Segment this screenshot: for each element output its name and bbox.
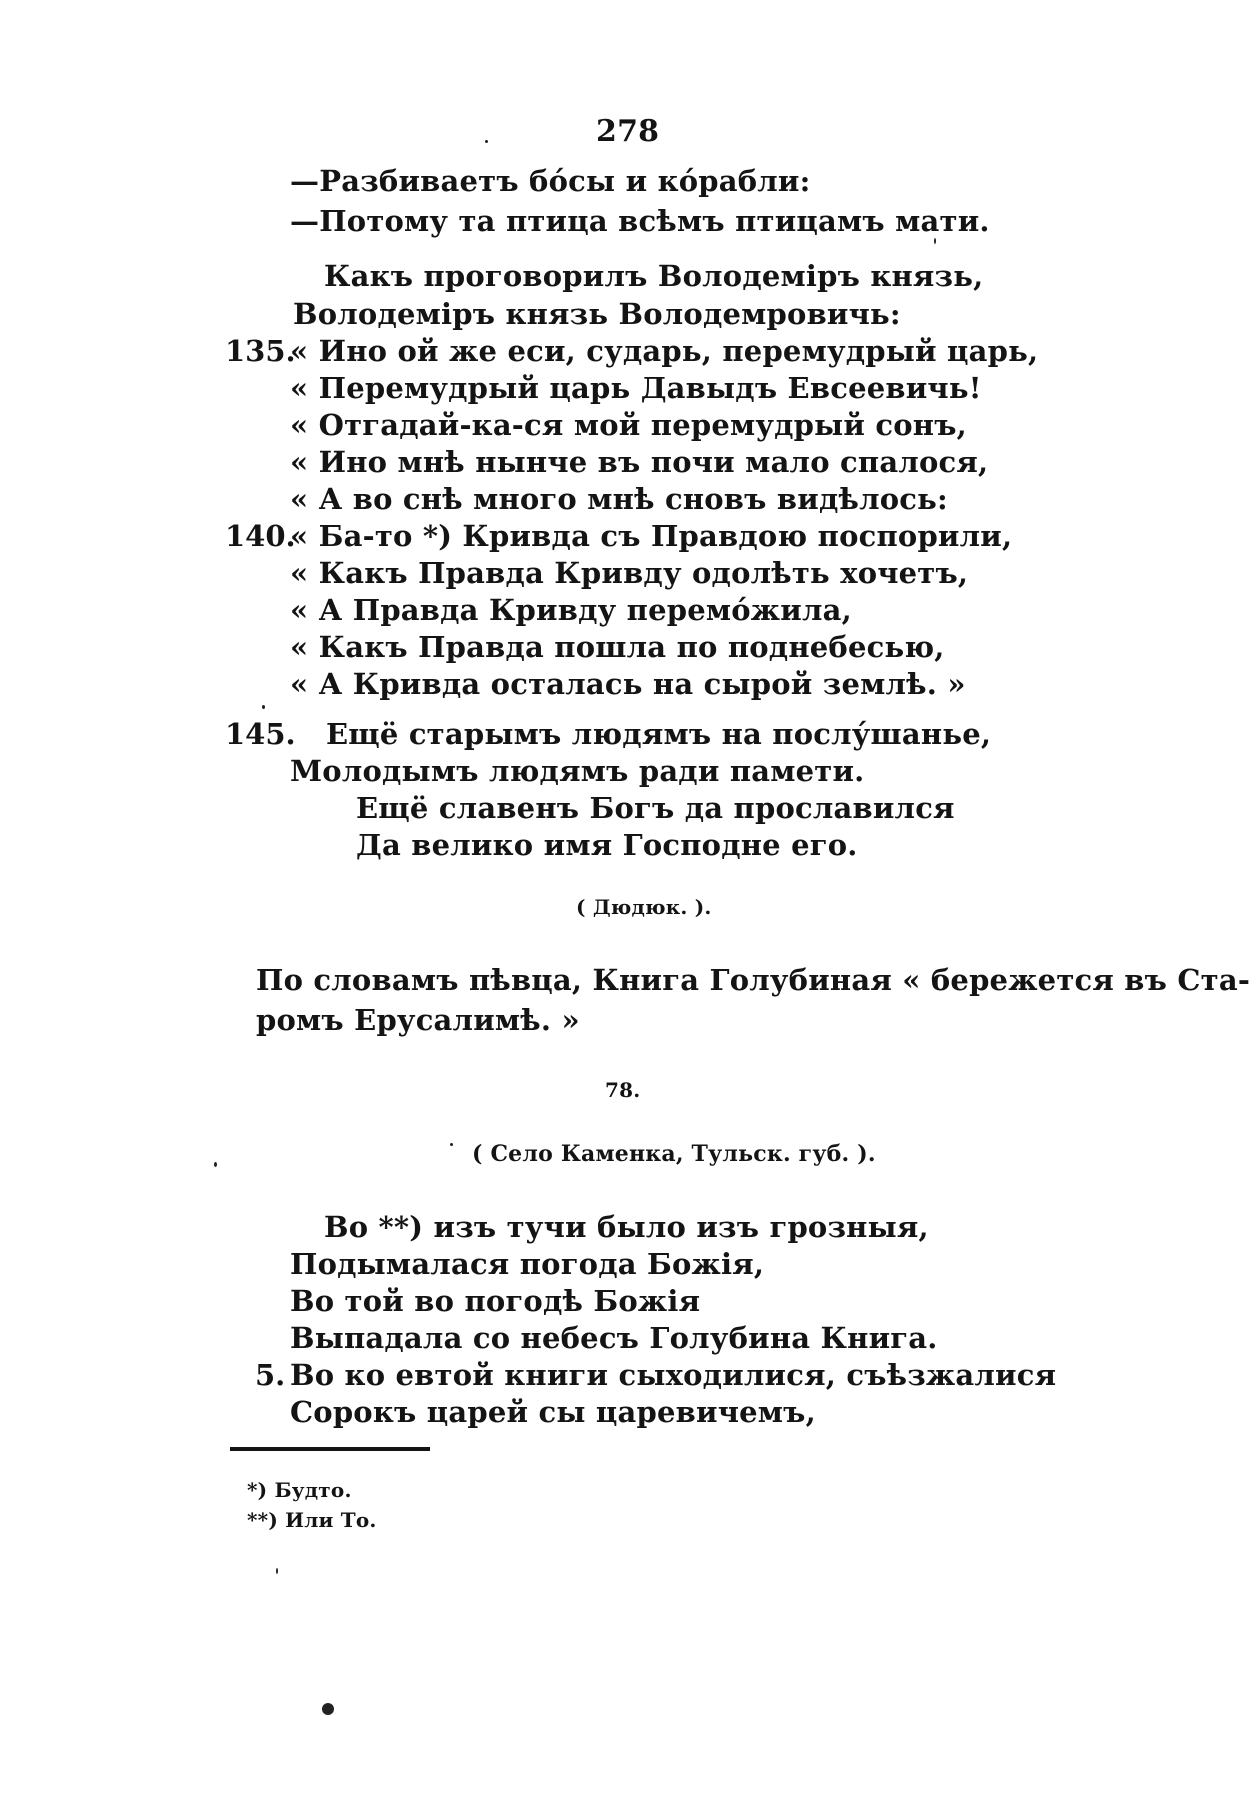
footnote-rule bbox=[230, 1447, 430, 1451]
verse-line: Выпадала со небесъ Голубина Книга. bbox=[290, 1321, 938, 1355]
verse-line: Молодымъ людямъ ради памети. bbox=[290, 754, 865, 788]
ink-speck bbox=[934, 238, 936, 244]
section-number: 78. bbox=[605, 1078, 641, 1102]
verse-line: « Какъ Правда пошла по поднебесью, bbox=[290, 630, 945, 664]
page-number: 278 bbox=[596, 114, 660, 149]
verse-line: Ещё славенъ Богъ да прославился bbox=[356, 791, 955, 825]
verse-line: Какъ проговорилъ Володеміръ князь, bbox=[324, 259, 984, 293]
line-number: 135. bbox=[225, 334, 296, 368]
prose-line: ромъ Ерусалимѣ. » bbox=[256, 1003, 580, 1037]
ink-speck bbox=[214, 1162, 217, 1167]
ink-speck bbox=[322, 1703, 334, 1715]
verse-line: « Ино ой же еси, сударь, перемудрый царь, bbox=[290, 334, 1039, 368]
verse-line: Подымалася погода Божія, bbox=[290, 1247, 765, 1281]
verse-line: Володеміръ князь Володемровичь: bbox=[293, 297, 901, 331]
verse-line: « Ино мнѣ нынче въ почи мало спалося, bbox=[290, 445, 989, 479]
verse-line: « Какъ Правда Кривду одолѣть хочетъ, bbox=[290, 556, 969, 590]
verse-line: Сорокъ царей сы царевичемъ, bbox=[290, 1395, 816, 1429]
ink-speck bbox=[276, 1568, 278, 1574]
footnote: *) Будто. bbox=[247, 1478, 352, 1502]
verse-line: —Разбиваетъ бо́сы и ко́рабли: bbox=[290, 164, 811, 198]
footnote: **) Или То. bbox=[247, 1508, 377, 1532]
verse-line: Ещё старымъ людямъ на послу́шанье, bbox=[326, 717, 992, 751]
line-number: 5. bbox=[255, 1358, 286, 1392]
verse-line: —Потому та птица всѣмъ птицамъ мати. bbox=[290, 204, 990, 238]
location-heading: ( Село Каменка, Тульск. губ. ). bbox=[472, 1141, 876, 1167]
ink-speck bbox=[485, 140, 488, 143]
verse-line: Во той во погодѣ Божія bbox=[290, 1284, 701, 1318]
ink-speck bbox=[450, 1143, 453, 1146]
verse-line: Да велико имя Господне его. bbox=[356, 828, 858, 862]
verse-line: « Перемудрый царь Давыдъ Евсеевичь! bbox=[290, 371, 982, 405]
line-number: 145. bbox=[225, 717, 296, 751]
verse-line: « Отгадай-ка-ся мой перемудрый сонъ, bbox=[290, 408, 967, 442]
prose-line: По словамъ пѣвца, Книга Голубиная « бережется въ Ста- bbox=[256, 963, 1250, 997]
verse-line: « Ба-то *) Кривда съ Правдою поспорили, bbox=[290, 519, 1013, 553]
line-number: 140. bbox=[225, 519, 296, 553]
attribution: ( Дюдюк. ). bbox=[576, 895, 712, 919]
verse-line: Во **) изъ тучи было изъ грозныя, bbox=[324, 1210, 929, 1244]
verse-line: « А Кривда осталась на сырой землѣ. » bbox=[290, 667, 966, 701]
verse-line: « А Правда Кривду перемо́жила, bbox=[290, 593, 852, 627]
ink-speck bbox=[262, 705, 265, 709]
verse-line: Во ко евтой книги сыходилися, съѣзжалися bbox=[290, 1358, 1057, 1392]
verse-line: « А во снѣ много мнѣ сновъ видѣлось: bbox=[290, 482, 948, 516]
